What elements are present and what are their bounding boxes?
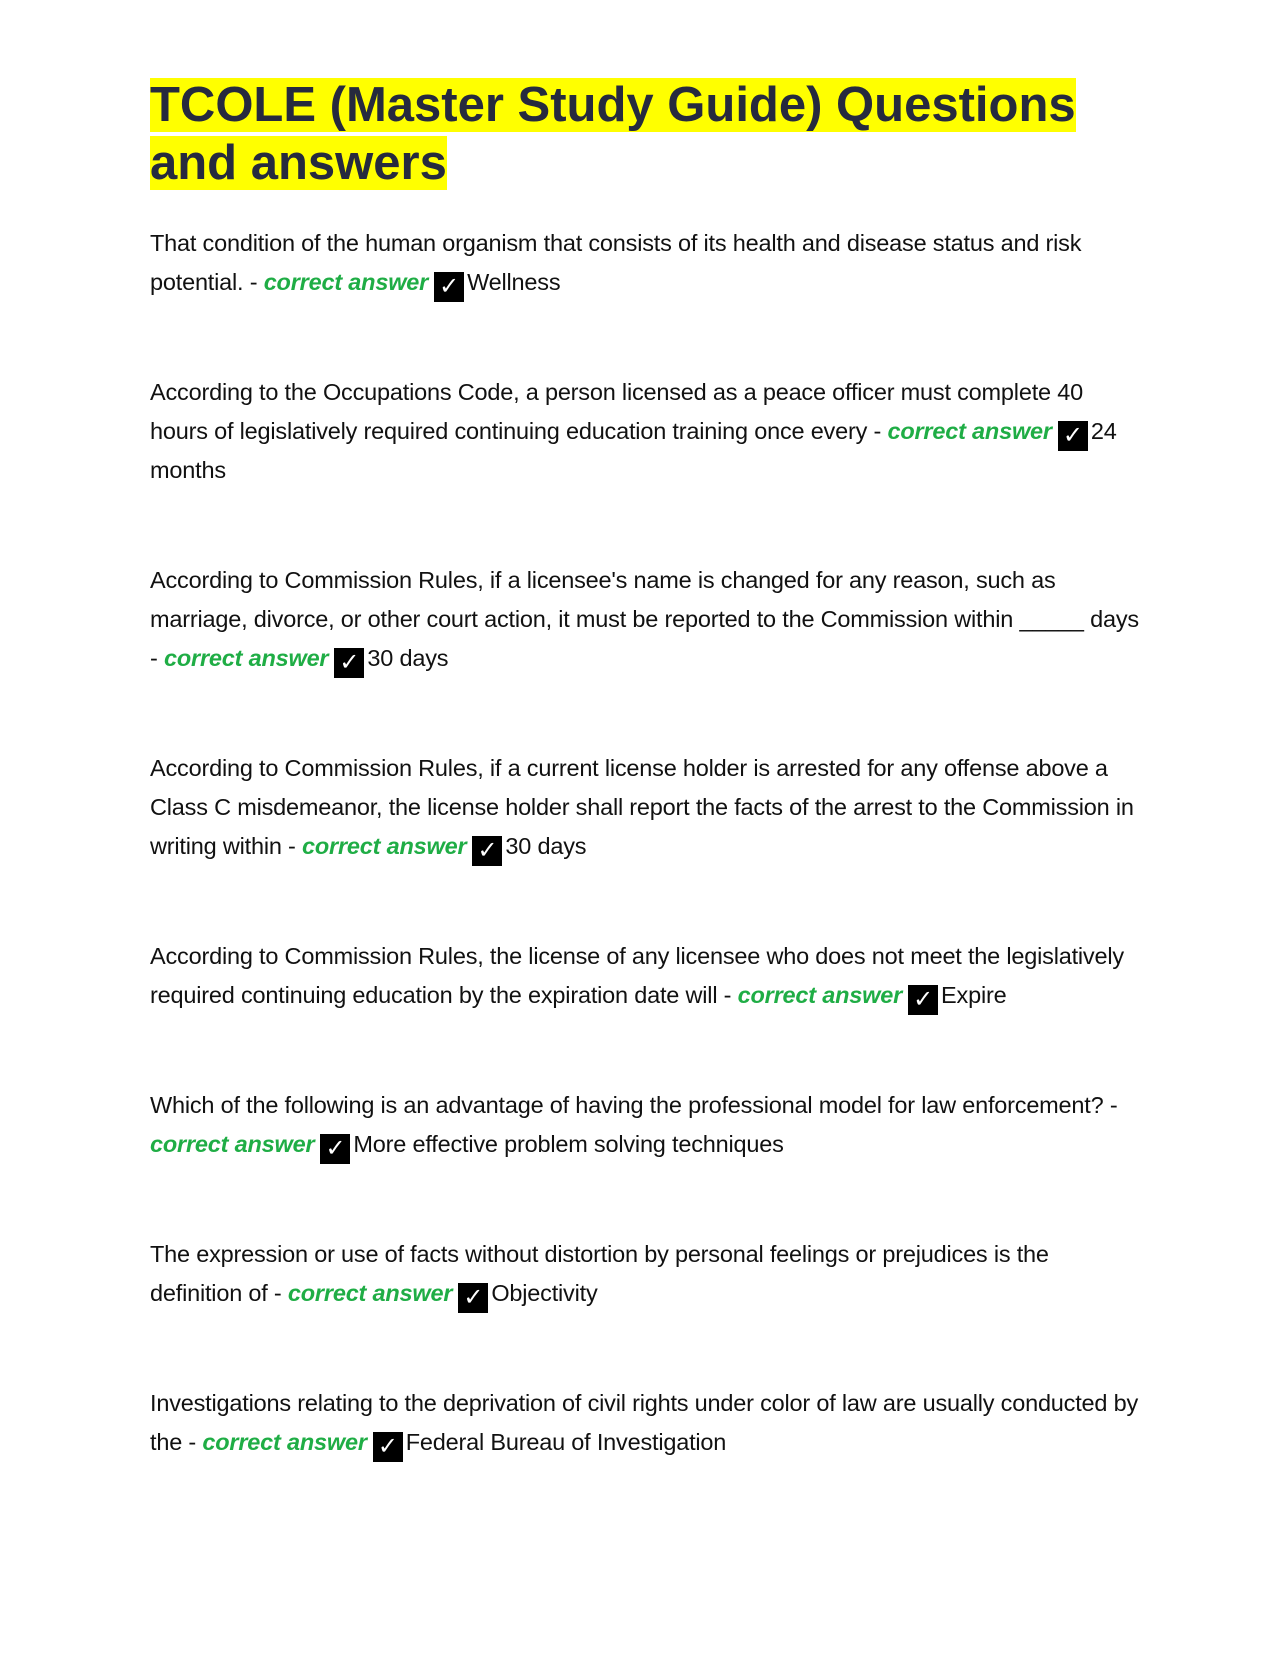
qa-item — [150, 1086, 1140, 1164]
answer-text: 30 days — [505, 833, 587, 859]
qa-item — [150, 937, 1140, 1015]
checkmark-icon: ✓ — [472, 836, 502, 866]
qa-item — [150, 1235, 1140, 1313]
question-text: Which of the following is an advantage of having the professional model for law enforcement? - — [150, 1092, 1118, 1118]
correct-answer-label: correct answer — [287, 1280, 453, 1306]
checkmark-icon: ✓ — [458, 1283, 488, 1313]
checkmark-icon: ✓ — [320, 1134, 350, 1164]
qa-item — [150, 749, 1140, 866]
correct-answer-label: correct answer — [202, 1429, 367, 1455]
correct-answer-label: correct answer — [737, 982, 903, 1008]
answer-text: 30 days — [367, 645, 449, 671]
question-text: According to the Occupations Code, a person licensed as a peace officer must complete 40 hours of legislatively required continuing education training once every - — [150, 379, 1083, 444]
title-highlight: TCOLE (Master Study Guide) Questions and answers — [150, 78, 1076, 190]
question-text: According to Commission Rules, the license of any licensee who does not meet the legislatively required continuing education by the expiration date will - — [150, 943, 1124, 1008]
correct-answer-label: correct answer — [302, 833, 467, 859]
qa-list — [150, 224, 1140, 1462]
answer-text: Wellness — [467, 269, 561, 295]
question-text: According to Commission Rules, if a current license holder is arrested for any offense above a Class C misdemeanor, the license holder shall report the facts of the arrest to the Commission in writing within - — [150, 755, 1134, 859]
question-text: The expression or use of facts without distortion by personal feelings or prejudices is the definition of - — [150, 1241, 1049, 1306]
correct-answer-label: correct answer — [263, 269, 429, 295]
qa-item — [150, 373, 1140, 490]
question-text: According to Commission Rules, if a licensee's name is changed for any reason, such as marriage, divorce, or other court action, it must be reported to the Commission within _____ days - — [150, 567, 1139, 671]
answer-text: Expire — [941, 982, 1007, 1008]
answer-text: Objectivity — [491, 1280, 598, 1306]
answer-text: Federal Bureau of Investigation — [405, 1429, 727, 1455]
correct-answer-label: correct answer — [150, 1131, 315, 1157]
checkmark-icon: ✓ — [908, 985, 938, 1015]
question-text: That condition of the human organism that consists of its health and disease status and risk potential. - — [150, 230, 1082, 295]
document-title — [150, 76, 1140, 192]
qa-item — [150, 561, 1140, 678]
qa-item — [150, 224, 1140, 302]
checkmark-icon: ✓ — [373, 1432, 403, 1462]
checkmark-icon: ✓ — [434, 272, 464, 302]
answer-text: 24 months — [150, 418, 1117, 483]
correct-answer-label: correct answer — [887, 418, 1052, 444]
checkmark-icon: ✓ — [1058, 421, 1088, 451]
checkmark-icon: ✓ — [334, 648, 364, 678]
answer-text: More effective problem solving techniques — [353, 1131, 784, 1157]
document-page — [150, 76, 1140, 1462]
correct-answer-label: correct answer — [163, 645, 329, 671]
qa-item — [150, 1384, 1140, 1462]
question-text: Investigations relating to the deprivation of civil rights under color of law are usually conducted by the - — [150, 1390, 1139, 1455]
